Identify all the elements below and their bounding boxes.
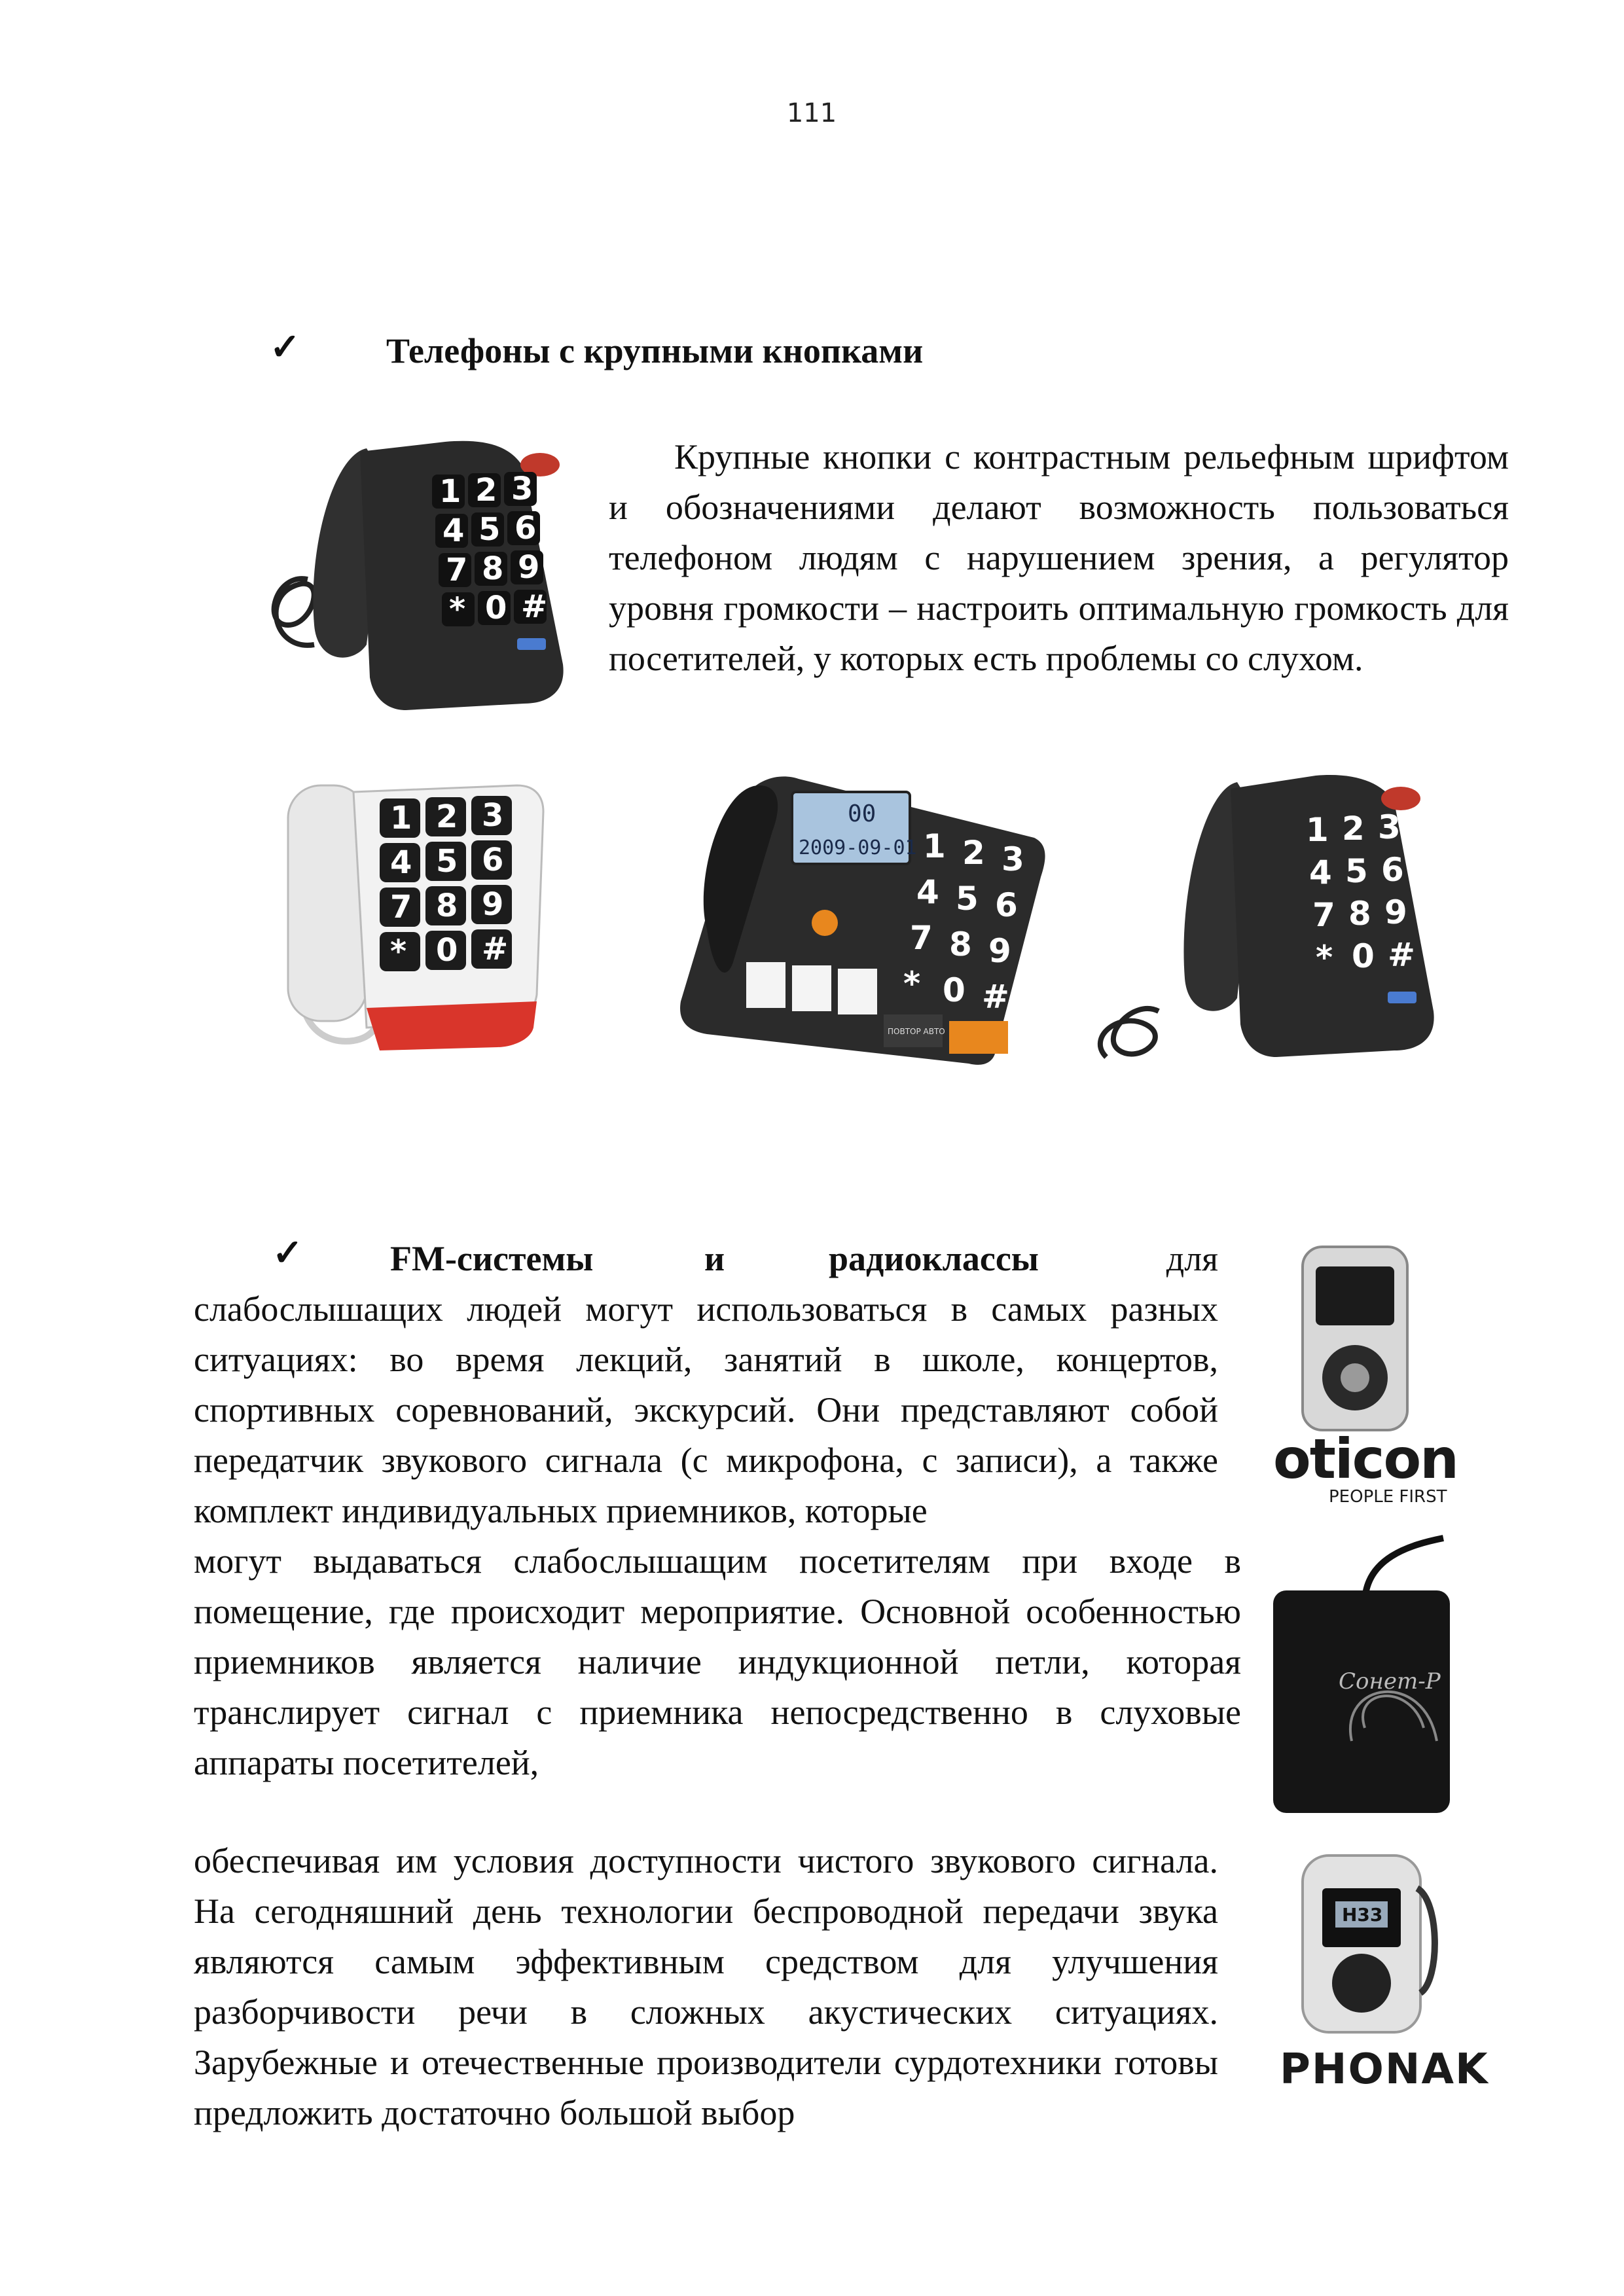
svg-text:1: 1 [1306,811,1329,849]
section2-heading-tail: для [1166,1239,1218,1278]
svg-text:*: * [903,965,921,1003]
svg-text:5: 5 [478,511,501,548]
phone-white-image [275,772,563,1060]
sonet-receiver-image [1267,1532,1463,1820]
svg-text:2: 2 [962,834,985,872]
section2-paragraph-a: слабослышащих людей могут использоваться в самых разных ситуациях: во время лекций, занятий в школе, концертов, спортивных соревнований, экскурсий. Они представляют собой передатчик звукового сигнала (с микрофона, с записи), а также комплект индивидуальных приемников, которые [194,1289,1218,1530]
oticon-receiver-image [1290,1240,1420,1437]
svg-text:*: * [390,933,407,970]
svg-text:6: 6 [482,842,504,878]
svg-text:9: 9 [1384,893,1407,931]
svg-text:0: 0 [1352,937,1375,975]
svg-text:8: 8 [949,925,972,963]
section2-heading-part3: радиоклассы [829,1239,1039,1278]
svg-text:8: 8 [436,888,458,924]
section2-paragraph-c: обеспечивая им условия доступности чистого звукового сигнала. На сегодняшний день технологии беспроводной передачи звука являются самым эффективным средством для улучшения разборчивости речи в сложных акустических ситуациях. Зарубежные и отечественные производители сурдотехники готовы предложить достаточно большой выбор [194,1841,1218,2132]
svg-text:1: 1 [390,800,412,836]
svg-text:3: 3 [1001,840,1024,878]
svg-text:0: 0 [436,932,458,969]
svg-text:8: 8 [482,550,504,587]
svg-text:7: 7 [390,889,412,925]
lcd-top-text: 00 [848,800,876,827]
svg-text:6: 6 [1381,851,1404,889]
svg-text:7: 7 [1312,896,1335,934]
svg-text:0: 0 [485,590,507,626]
svg-text:3: 3 [511,471,533,507]
repeat-button-text: ПОВТОР АВТО [888,1027,945,1036]
svg-text:4: 4 [1309,853,1332,891]
sonet-script-text: Сонет-Р [1339,1668,1441,1695]
section2-paragraph-b: могут выдаваться слабослышащим посетителям при входе в помещение, где происходит мероприятие. Основной особенностью приемников является наличие индукционной петли, которая транслирует сигнал с приемника непосредственно в слуховые аппараты посетителей, [194,1541,1241,1782]
svg-text:4: 4 [390,844,412,881]
phonak-logo: PHONAK [1280,2045,1489,2094]
svg-text:2: 2 [1342,810,1365,848]
svg-text:8: 8 [1348,895,1371,933]
svg-text:3: 3 [1378,808,1401,846]
section2-heading-part1: FM-системы [390,1239,594,1278]
svg-text:4: 4 [442,512,465,549]
svg-text:9: 9 [482,886,504,923]
section2-heading-row [194,1234,1218,1284]
svg-text:2: 2 [436,798,458,835]
svg-text:*: * [449,591,466,628]
oticon-logo: oticon [1273,1427,1458,1491]
svg-text:1: 1 [439,473,461,510]
svg-text:*: * [1316,939,1333,977]
svg-text:3: 3 [482,797,504,834]
svg-text:5: 5 [436,843,458,880]
svg-text:9: 9 [988,932,1011,970]
oticon-tagline: PEOPLE FIRST [1329,1487,1447,1507]
phone-lcd-image [668,766,1047,1067]
svg-text:#: # [521,588,548,625]
section2-heading-part2: и [704,1239,725,1278]
svg-text:4: 4 [916,873,939,911]
page-number: 111 [786,98,837,128]
svg-text:0: 0 [943,971,965,1009]
svg-text:7: 7 [910,919,933,957]
section-heading-text: Телефоны с крупными кнопками [386,331,924,370]
svg-text:5: 5 [1345,852,1368,890]
svg-text:5: 5 [956,880,979,918]
phonak-receiver-image [1290,1849,1440,2039]
section1-paragraph: Крупные кнопки с контрастным рельефным шрифтом и обозначениями делают возможность пользоваться телефоном людям с нарушением зрения, а регулятор уровня громкости – настроить оптимальную громкость для посетителей, у которых есть проблемы со слухом. [609,437,1509,678]
svg-text:#: # [482,931,509,967]
svg-text:9: 9 [518,549,540,586]
svg-text:#: # [982,978,1009,1016]
phone-black-image-2 [1080,762,1447,1077]
phone-black-image [236,429,596,726]
phonak-screen-text: H33 [1342,1904,1383,1926]
svg-text:7: 7 [446,552,468,588]
svg-text:2: 2 [475,472,497,509]
svg-text:#: # [1388,936,1415,974]
lcd-date-text: 2009-09-01 [799,836,917,859]
svg-text:6: 6 [514,510,537,547]
checkmark-icon: ✓ [270,327,300,368]
svg-text:1: 1 [923,827,946,865]
svg-text:6: 6 [995,886,1018,924]
checkmark-icon-2: ✓ [272,1233,303,1274]
